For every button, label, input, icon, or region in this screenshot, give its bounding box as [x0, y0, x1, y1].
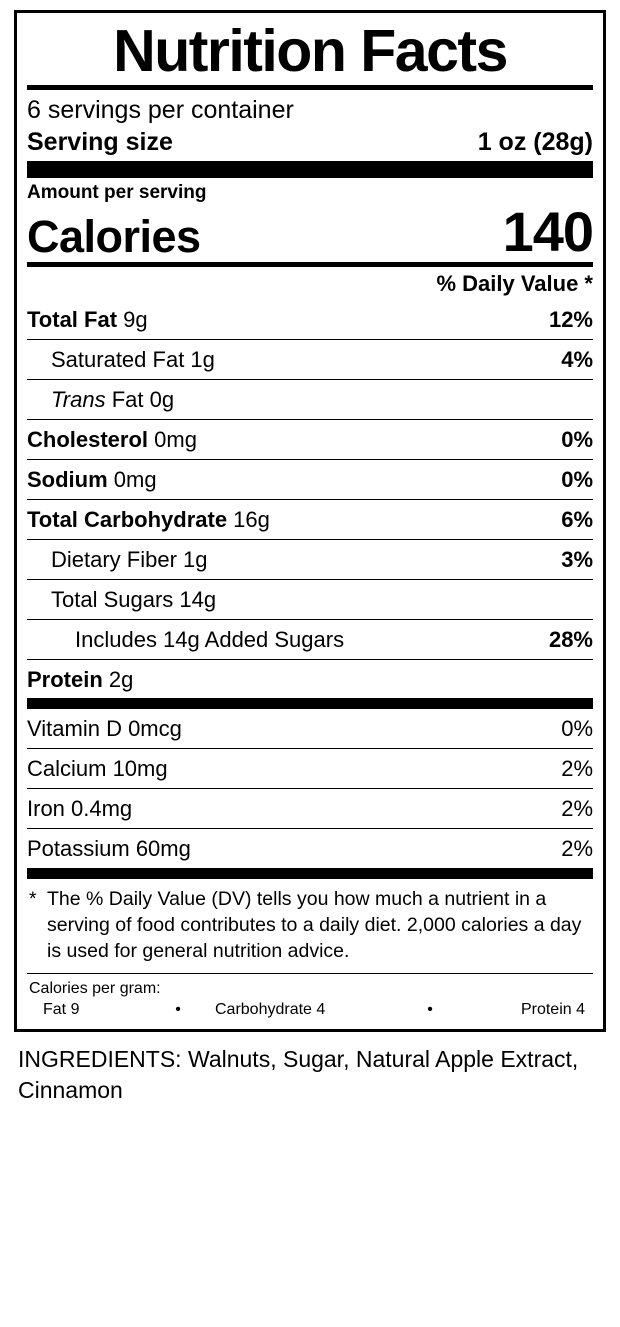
nutrient-name: Total Carbohydrate 16g	[27, 506, 270, 532]
nutrition-facts-panel	[14, 10, 606, 1032]
page-title: Nutrition Facts	[113, 18, 507, 84]
serving-size-row	[27, 128, 593, 161]
vitamin-row	[27, 748, 593, 788]
calories-value: 140	[502, 199, 593, 263]
nutrient-name: Saturated Fat 1g	[51, 346, 215, 372]
nutrient-amount: 2g	[102, 666, 134, 692]
nutrient-amount: 16g	[227, 506, 270, 532]
nutrient-amount: 1g	[184, 346, 215, 372]
vitamin-row	[27, 709, 593, 748]
nutrient-name: Total Fat 9g	[27, 306, 148, 332]
nutrient-amount: 14g	[173, 586, 217, 612]
nutrient-row	[27, 339, 593, 379]
nutrient-amount: 0mg	[148, 426, 197, 452]
nutrient-row	[27, 579, 593, 619]
vitamin-daily-value: 2%	[561, 836, 593, 862]
calories-per-gram-row	[29, 1001, 591, 1019]
vitamin-list	[27, 709, 593, 868]
nutrient-row	[27, 499, 593, 539]
bullet-separator-icon-1: •	[175, 1001, 181, 1019]
nutrient-daily-value: 4%	[561, 346, 593, 372]
footnote-text: The % Daily Value (DV) tells you how much a nutrient in a serving of food contributes to a daily diet. 2,000 calories a day is used for general nutrition advice.	[47, 888, 582, 963]
nutrient-row	[27, 619, 593, 659]
nutrient-row	[27, 459, 593, 499]
nutrient-row	[27, 300, 593, 339]
nutrient-name: Dietary Fiber 1g	[51, 546, 208, 572]
divider-thick-calories	[27, 161, 593, 178]
nutrient-list	[27, 300, 593, 699]
nutrient-row	[27, 379, 593, 419]
nutrient-daily-value: 0%	[561, 426, 593, 452]
calories-per-gram-carbohydrate: Carbohydrate 4	[215, 1001, 326, 1019]
daily-value-header: % Daily Value *	[436, 270, 593, 296]
calories-per-gram-title: Calories per gram:	[29, 980, 161, 998]
divider-thick-vitamins	[27, 698, 593, 709]
vitamin-row	[27, 828, 593, 868]
bullet-separator-icon-2: •	[427, 1001, 433, 1019]
daily-value-footnote	[27, 879, 593, 973]
nutrient-daily-value: 3%	[561, 546, 593, 572]
serving-size-value: 1 oz (28g)	[477, 127, 593, 156]
nutrient-name: Sodium 0mg	[27, 466, 157, 492]
nutrient-amount: 9g	[117, 306, 148, 332]
amount-per-serving-label: Amount per serving	[27, 181, 207, 203]
calories-label: Calories	[27, 210, 201, 262]
vitamin-daily-value: 2%	[561, 756, 593, 782]
nutrient-daily-value: 6%	[561, 506, 593, 532]
nutrient-name: Trans Fat 0g	[51, 386, 175, 412]
nutrient-amount: Fat 0g	[105, 386, 175, 412]
nutrient-amount: 0mg	[107, 466, 157, 492]
vitamin-name: Potassium 60mg	[27, 836, 191, 862]
divider-thick-footnote	[27, 868, 593, 879]
nutrient-row	[27, 659, 593, 699]
ingredients-text: INGREDIENTS: Walnuts, Sugar, Natural Apple Extract, Cinnamon	[18, 1046, 579, 1104]
nutrient-name: Cholesterol 0mg	[27, 426, 197, 452]
calories-row	[27, 199, 593, 263]
nutrient-daily-value: 28%	[548, 626, 593, 652]
nutrient-name: Protein 2g	[27, 666, 134, 692]
nutrient-amount: 1g	[176, 546, 208, 572]
vitamin-daily-value: 2%	[561, 796, 593, 822]
servings-per-container: 6 servings per container	[27, 96, 294, 125]
nutrient-name: Includes 14g Added Sugars	[75, 626, 345, 652]
nutrient-row	[27, 539, 593, 579]
vitamin-name: Calcium 10mg	[27, 756, 168, 782]
footnote-star: *	[29, 888, 37, 911]
calories-per-gram-protein: Protein 4	[520, 1001, 585, 1019]
vitamin-name: Vitamin D 0mcg	[27, 716, 182, 742]
serving-size-label: Serving size	[27, 127, 173, 156]
nutrient-row	[27, 419, 593, 459]
nutrient-daily-value: 0%	[561, 466, 593, 492]
vitamin-row	[27, 788, 593, 828]
calories-per-gram-block	[27, 973, 593, 1023]
nutrient-daily-value: 12%	[548, 306, 593, 332]
calories-per-gram-fat: Fat 9	[43, 1001, 80, 1019]
vitamin-name: Iron 0.4mg	[27, 796, 133, 822]
nutrient-name: Total Sugars 14g	[51, 586, 217, 612]
vitamin-daily-value: 0%	[561, 716, 593, 742]
